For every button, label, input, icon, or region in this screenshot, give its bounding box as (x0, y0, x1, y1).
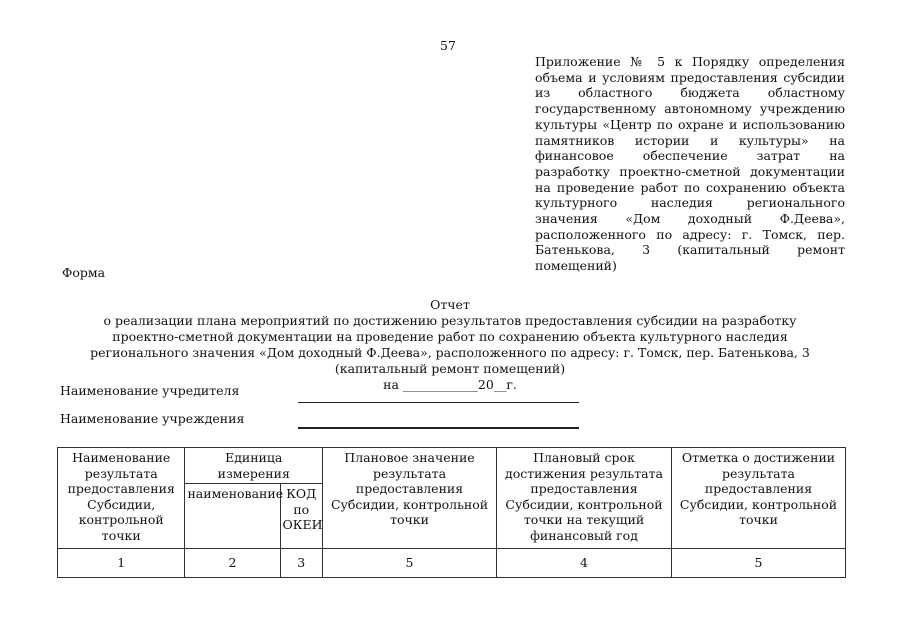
report-table (57, 447, 846, 578)
column-number: 5 (671, 549, 845, 578)
appendix-reference: Приложение № 5 к Порядку определения объема и условиям предоставления субсидии из областного бюджета областному государственному автономному учреждению культуры «Центр по охране и использованию памятников истории и культуры» на финансовое обеспечение затрат на разработку проектно-сметной документации на проведение работ по сохранению объекта культурного наследия регионального значения «Дом доходный Ф.Деева», расположенного по адресу: г. Томск, пер. Батенькова, 3 (капитальный ремонт помещений) (535, 54, 845, 274)
column-number: 5 (323, 549, 497, 578)
report-subtitle: о реализации плана мероприятий по достижению результатов предоставления субсидии на разработку проектно-сметной документации на проведение работ по сохранению объекта культурного наследия регионального значения «Дом доходный Ф.Деева», расположенного по адресу: г. Томск, пер. Батенькова, 3 (капитальный ремонт помещений) (90, 313, 810, 376)
header-planned-value: Плановое значение результата предоставления Субсидии, контрольной точки (323, 448, 497, 549)
column-number-row (58, 549, 846, 578)
report-heading (70, 297, 830, 393)
column-number: 4 (497, 549, 672, 578)
page-number: 57 (440, 38, 456, 53)
header-unit-group: Единица измерения (185, 448, 323, 484)
column-number: 2 (185, 549, 280, 578)
header-unit-name: наименование (185, 484, 280, 549)
form-label: Форма (62, 265, 106, 280)
report-date-line: на ____________20__г. (383, 377, 517, 392)
header-result-name: Наименование результата предоставления Субсидии, контрольной точки (58, 448, 185, 549)
report-title: Отчет (430, 297, 470, 312)
header-achievement-note: Отметка о достижении результата предоставления Субсидии, контрольной точки (671, 448, 845, 549)
institution-input-line[interactable] (298, 427, 579, 429)
founder-input-line[interactable] (298, 402, 579, 403)
institution-label: Наименование учреждения (60, 411, 245, 426)
column-number: 3 (280, 549, 322, 578)
header-unit-code: КОД по ОКЕИ (280, 484, 322, 549)
header-planned-deadline: Плановый срок достижения результата предоставления Субсидии, контрольной точки на текущий финансовый год (497, 448, 672, 549)
column-number: 1 (58, 549, 185, 578)
founder-label: Наименование учредителя (60, 383, 240, 398)
